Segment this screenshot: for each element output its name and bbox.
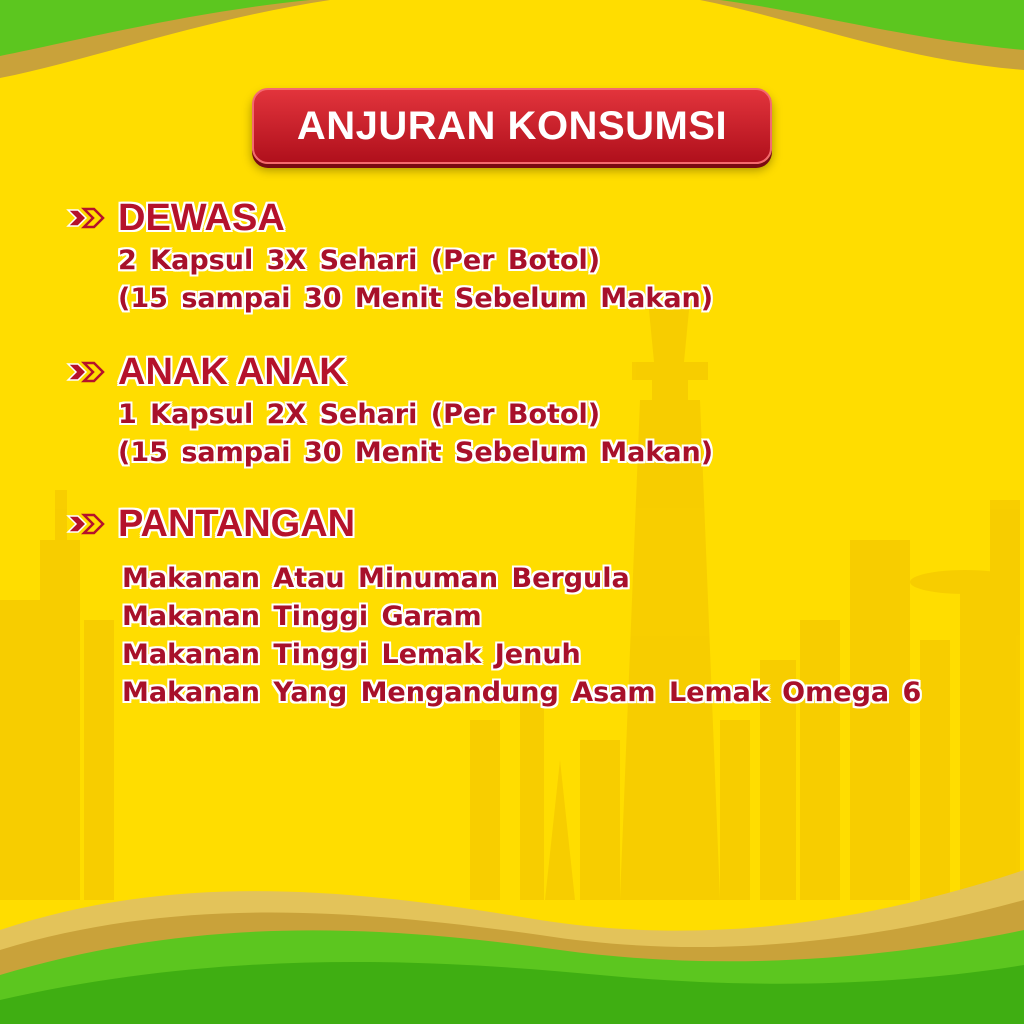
section-lines xyxy=(118,396,713,472)
page-title: ANJURAN KONSUMSI xyxy=(296,103,728,148)
section-line: Makanan Atau Minuman Bergula xyxy=(122,563,630,594)
top-right-wave xyxy=(700,0,1024,70)
section-line: 2 Kapsul 3X Sehari (Per Botol) xyxy=(118,245,601,276)
section-heading-row xyxy=(66,352,713,392)
title-banner xyxy=(252,88,772,164)
section-heading: PANTANGAN xyxy=(118,503,356,545)
section-dewasa xyxy=(66,198,713,318)
double-chevron-icon xyxy=(66,360,108,384)
section-line: Makanan Tinggi Lemak Jenuh xyxy=(122,639,581,670)
section-heading-row xyxy=(66,504,921,544)
section-heading: DEWASA xyxy=(118,197,285,239)
section-anak-anak xyxy=(66,352,713,472)
section-lines xyxy=(118,242,713,318)
section-lines xyxy=(122,560,921,712)
top-left-wave xyxy=(0,0,330,78)
section-pantangan xyxy=(66,504,921,712)
section-heading-row xyxy=(66,198,713,238)
section-line: Makanan Tinggi Garam xyxy=(122,601,482,632)
section-line: (15 sampai 30 Menit Sebelum Makan) xyxy=(118,283,714,314)
double-chevron-icon xyxy=(66,512,108,536)
section-line: 1 Kapsul 2X Sehari (Per Botol) xyxy=(118,399,601,430)
section-heading: ANAK ANAK xyxy=(118,351,347,393)
double-chevron-icon xyxy=(66,206,108,230)
section-line: (15 sampai 30 Menit Sebelum Makan) xyxy=(118,437,714,468)
section-line: Makanan Yang Mengandung Asam Lemak Omega 6 xyxy=(122,677,922,708)
